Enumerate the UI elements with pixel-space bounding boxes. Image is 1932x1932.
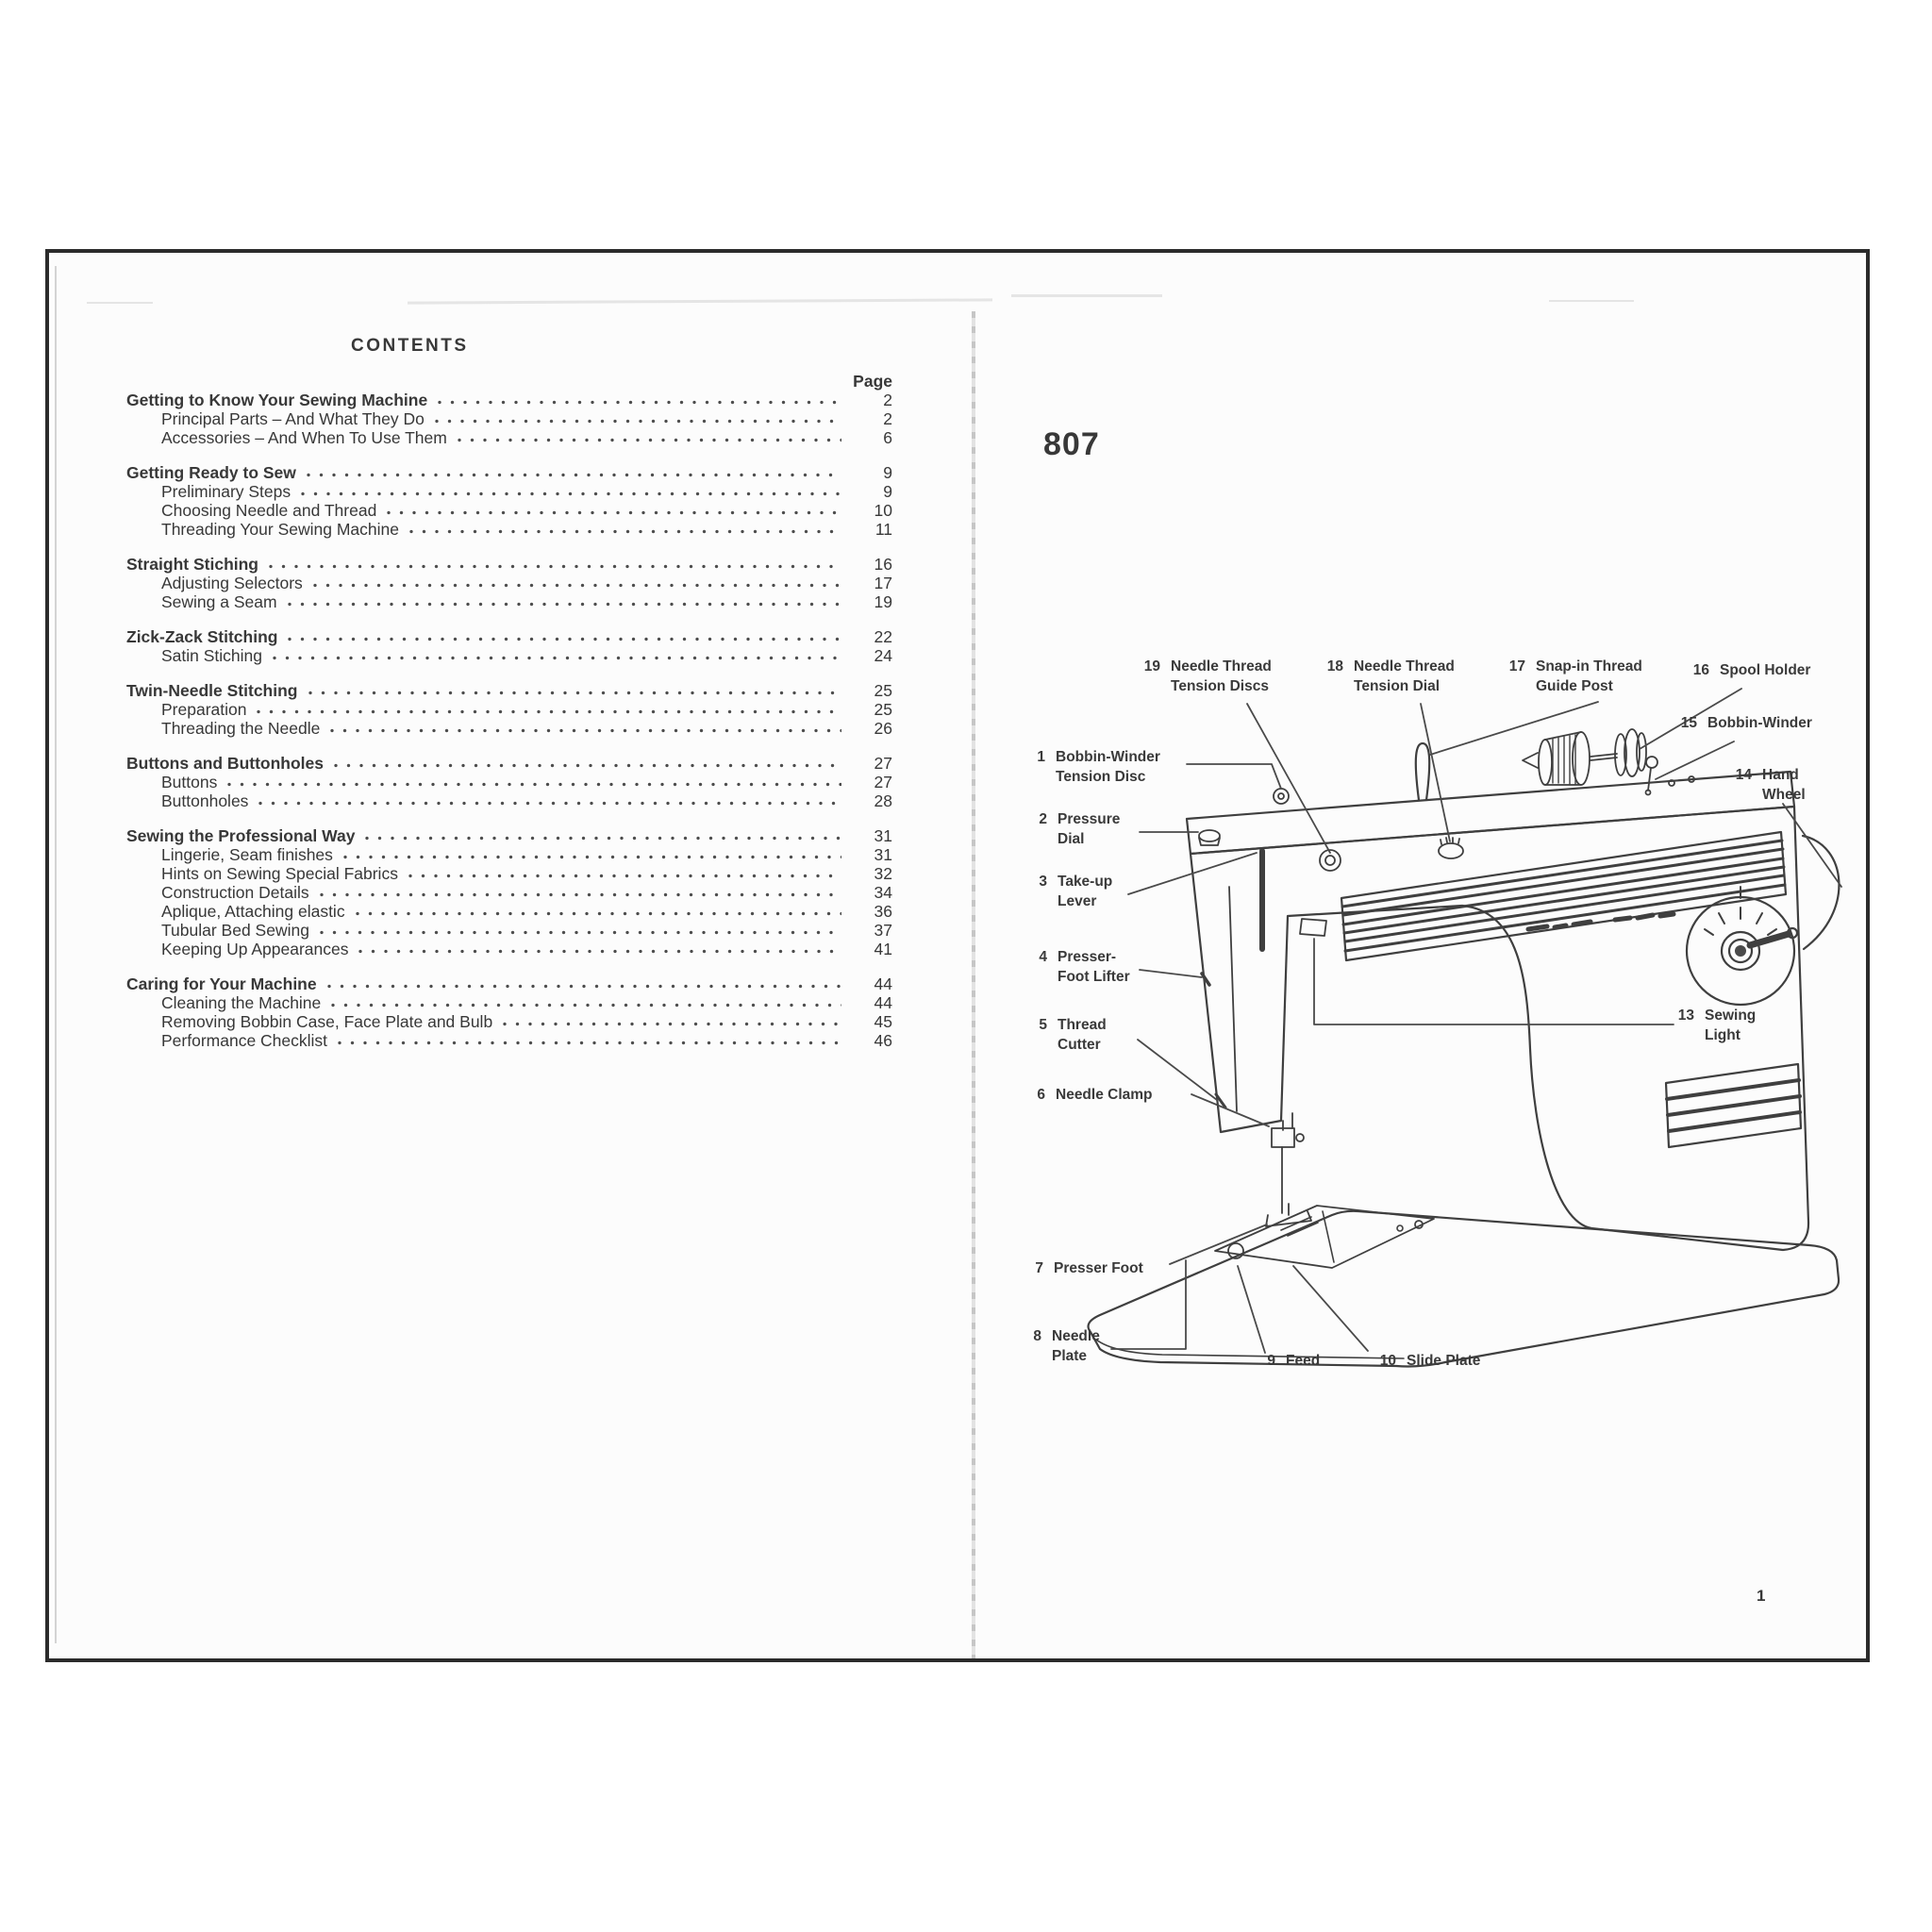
model-number: 807 [1043,426,1100,462]
toc-row [126,482,892,501]
toc-entry-page-number: 37 [874,921,892,940]
toc-row [126,555,892,574]
part-number: 14 [1735,767,1752,783]
pressure-dial [1199,830,1220,845]
toc-entry-title: Satin Stiching [161,646,263,665]
toc-row [126,501,892,520]
part-number: 15 [1680,715,1697,731]
toc-entry-title: Hints on Sewing Special Fabrics [161,864,398,883]
dot-leader [358,948,841,955]
toc-entry-page-number: 17 [874,574,892,592]
toc-row [126,773,892,791]
sewing-light [1300,919,1326,936]
presser-foot-lifter [1202,974,1209,985]
toc-entry-page-number: 32 [874,864,892,883]
toc-row [126,463,892,482]
part-name: Needle Plate [1052,1328,1100,1364]
page-number: 1 [1757,1587,1766,1605]
toc-entry-page-number: 2 [883,409,892,428]
part-number: 18 [1326,658,1343,675]
toc-entry-page-number: 16 [874,555,892,574]
toc-row [126,409,892,428]
toc-entry-title: Straight Stiching [126,555,258,574]
toc-entry-page-number: 25 [874,700,892,719]
dot-leader [268,563,841,570]
dot-leader [386,509,841,516]
toc-entry-title: Adjusting Selectors [161,574,303,592]
toc-row [126,754,892,773]
part-name: Needle Clamp [1056,1087,1153,1103]
dot-leader [287,636,841,642]
toc-entry-title: Zick-Zack Stitching [126,627,278,646]
toc-row [126,883,892,902]
contents-page [126,336,892,1050]
toc-entry-title: Accessories – And When To Use Them [161,428,447,447]
toc-entry-page-number: 44 [874,993,892,1012]
toc-entry-page-number: 9 [883,463,892,482]
part-label-16 [1690,660,1810,680]
dot-leader [342,854,841,860]
page-frame [45,249,1870,1662]
needle-plate-outline [1215,1206,1434,1268]
vent-panel [1341,832,1786,960]
part-name: Pressure Dial [1058,811,1121,847]
bobbin-winder-tension-disc [1274,789,1289,804]
toc-entry-title: Caring for Your Machine [126,974,317,993]
toc-entry-page-number: 24 [874,646,892,665]
part-name: Needle Thread Tension Discs [1171,658,1272,694]
dot-leader [226,781,841,788]
stitch-dial [1687,887,1797,1005]
dot-leader [319,929,841,936]
scan-smudge [408,298,992,304]
toc-entry-page-number: 44 [874,974,892,993]
toc-row [126,940,892,958]
toc-entry-page-number: 41 [874,940,892,958]
part-label-4 [1028,947,1130,987]
toc-row [126,646,892,665]
part-number: 16 [1692,662,1709,678]
dot-leader [319,891,841,898]
toc-entry-title: Getting to Know Your Sewing Machine [126,391,428,409]
part-number: 17 [1508,658,1525,675]
toc-entry-page-number: 25 [874,681,892,700]
part-name: Bobbin-Winder Tension Disc [1056,749,1160,785]
dot-leader [330,1002,841,1008]
machine-bed [1089,1211,1840,1367]
toc-entry-title: Construction Details [161,883,309,902]
dot-leader [355,910,841,917]
dot-leader [337,1040,841,1046]
part-name: Feed [1286,1353,1321,1369]
part-name: Bobbin-Winder [1707,715,1812,731]
dot-leader [300,491,841,497]
dot-leader [256,708,841,715]
bobbin-winder [1646,757,1695,795]
toc-entry-page-number: 31 [874,826,892,845]
toc-entry-page-number: 31 [874,845,892,864]
part-name: Needle Thread Tension Dial [1354,658,1455,694]
part-name: Slide Plate [1407,1353,1481,1369]
toc-list [126,391,892,1050]
machine-top-face [1187,772,1794,854]
scan-smudge [1011,294,1162,297]
toc-row [126,428,892,447]
part-label-19 [1141,657,1272,696]
toc-entry-title: Tubular Bed Sewing [161,921,309,940]
toc-entry-title: Lingerie, Seam finishes [161,845,333,864]
toc-entry-title: Cleaning the Machine [161,993,322,1012]
part-name: Hand Wheel [1762,767,1806,803]
thread-guide-post [1416,743,1429,800]
toc-entry-page-number: 27 [874,754,892,773]
toc-row [126,592,892,611]
page-column-label: Page [853,372,892,391]
toc-entry-page-number: 27 [874,773,892,791]
dot-leader [437,399,841,406]
book-gutter-fold [972,311,975,1658]
part-number: 8 [1033,1328,1041,1344]
dot-leader [326,983,841,990]
toc-entry-page-number: 26 [874,719,892,738]
needle-thread-tension-dial [1439,838,1463,858]
part-label-13 [1675,1006,1756,1045]
spool-holder-assembly [1523,729,1646,785]
dot-leader [457,437,841,443]
toc-entry-title: Sewing a Seam [161,592,277,611]
toc-entry-title: Twin-Needle Stitching [126,681,298,700]
dot-leader [308,690,842,696]
part-label-9 [1257,1351,1320,1371]
toc-entry-title: Aplique, Attaching elastic [161,902,345,921]
part-name: Spool Holder [1720,662,1811,678]
lower-vent [1666,1064,1801,1147]
dot-leader [329,727,841,734]
toc-row [126,902,892,921]
toc-row [126,681,892,700]
toc-entry-page-number: 34 [874,883,892,902]
part-name: Presser- Foot Lifter [1058,949,1130,985]
part-label-3 [1028,872,1112,911]
toc-entry-title: Principal Parts – And What They Do [161,409,425,428]
page-column-header-row [126,372,892,391]
part-number: 1 [1037,749,1045,765]
part-label-2 [1028,809,1120,849]
part-number: 5 [1039,1017,1047,1033]
toc-entry-page-number: 45 [874,1012,892,1031]
part-number: 13 [1677,1008,1694,1024]
part-number: 7 [1035,1260,1043,1276]
sewing-machine-diagram [1000,604,1887,1434]
part-number: 3 [1039,874,1047,890]
toc-row [126,574,892,592]
toc-row [126,993,892,1012]
toc-entry-title: Buttonholes [161,791,249,810]
part-name: Presser Foot [1054,1260,1143,1276]
dot-leader [408,528,841,535]
part-name: Take-up Lever [1058,874,1113,909]
hand-wheel [1803,836,1839,949]
dot-leader [258,800,841,807]
toc-entry-page-number: 9 [883,482,892,501]
part-name: Snap-in Thread Guide Post [1536,658,1642,694]
dot-leader [364,835,841,841]
toc-entry-title: Keeping Up Appearances [161,940,349,958]
toc-entry-title: Preliminary Steps [161,482,291,501]
toc-entry-page-number: 19 [874,592,892,611]
dot-leader [434,418,841,425]
dot-leader [408,873,841,879]
scan-edge-line [55,266,57,1643]
toc-row [126,921,892,940]
toc-entry-title: Preparation [161,700,247,719]
part-label-18 [1324,657,1455,696]
part-number: 2 [1039,811,1047,827]
part-number: 19 [1143,658,1160,675]
toc-entry-title: Buttons [161,773,218,791]
toc-entry-title: Buttons and Buttonholes [126,754,325,773]
dot-leader [272,655,841,661]
scan-smudge [1549,300,1634,302]
needle-assembly [1266,1113,1311,1226]
toc-entry-title: Threading Your Sewing Machine [161,520,399,539]
toc-row [126,627,892,646]
toc-row [126,826,892,845]
toc-entry-title: Performance Checklist [161,1031,328,1050]
contents-heading: CONTENTS [351,336,469,356]
toc-entry-page-number: 6 [883,428,892,447]
face-plate-line [1229,887,1237,1111]
dot-leader [306,472,841,478]
toc-entry-page-number: 10 [874,501,892,520]
toc-row [126,700,892,719]
part-number: 9 [1267,1353,1275,1369]
dot-leader [312,582,841,589]
toc-entry-title: Choosing Needle and Thread [161,501,377,520]
toc-entry-page-number: 22 [874,627,892,646]
toc-entry-title: Sewing the Professional Way [126,826,356,845]
part-label-6 [1026,1085,1153,1105]
part-label-17 [1507,657,1642,696]
part-name: Sewing Light [1705,1008,1757,1043]
toc-row [126,864,892,883]
part-label-15 [1678,713,1812,733]
scan-smudge [87,302,153,304]
toc-entry-page-number: 36 [874,902,892,921]
toc-entry-page-number: 11 [874,520,892,539]
part-number: 4 [1039,949,1047,965]
toc-entry-page-number: 2 [883,391,892,409]
part-name: Thread Cutter [1058,1017,1107,1053]
toc-entry-title: Getting Ready to Sew [126,463,296,482]
part-label-7 [1024,1258,1143,1278]
toc-row [126,719,892,738]
part-label-10 [1377,1351,1480,1371]
part-number: 6 [1037,1087,1045,1103]
dot-leader [287,601,841,608]
dot-leader [502,1021,841,1027]
part-label-14 [1733,765,1806,805]
toc-row [126,845,892,864]
toc-entry-page-number: 28 [874,791,892,810]
toc-row [126,974,892,993]
part-label-5 [1028,1015,1107,1055]
dot-leader [333,762,841,769]
toc-row [126,791,892,810]
toc-row [126,520,892,539]
part-label-8 [1023,1326,1100,1366]
toc-row [126,391,892,409]
part-number: 10 [1379,1353,1396,1369]
toc-row [126,1012,892,1031]
toc-entry-page-number: 46 [874,1031,892,1050]
toc-row [126,1031,892,1050]
toc-entry-title: Removing Bobbin Case, Face Plate and Bulb [161,1012,493,1031]
toc-entry-title: Threading the Needle [161,719,321,738]
part-label-1 [1026,747,1160,787]
